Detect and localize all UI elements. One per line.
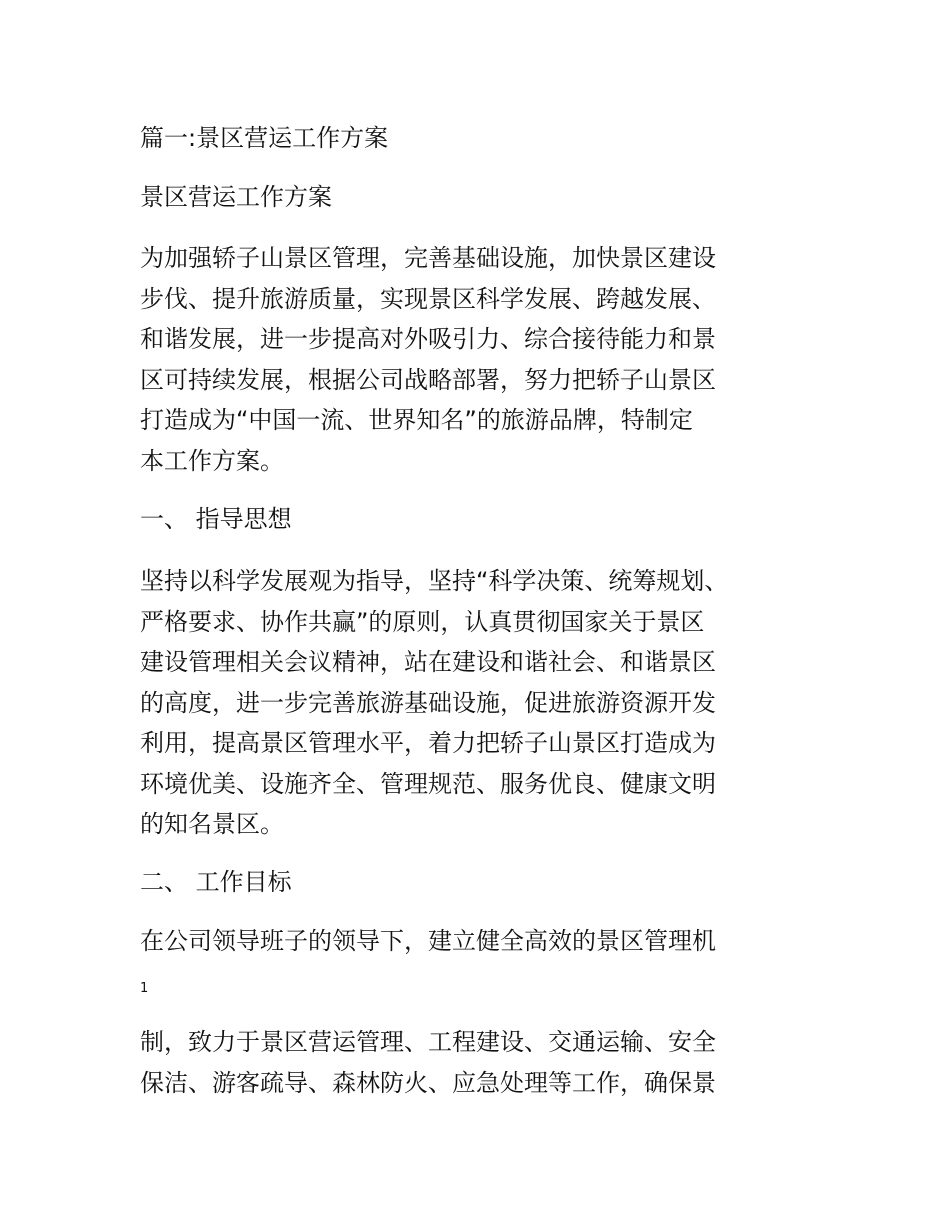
page-number: 1 — [140, 981, 149, 996]
paragraph-line: 步伐、提升旅游质量，实现景区科学发展、跨越发展、 — [140, 284, 716, 313]
document-subtitle: 景区营运工作方案 — [140, 183, 332, 211]
paragraph-line: 严格要求、协作共赢”的原则，认真贯彻国家关于景区 — [140, 607, 705, 636]
paragraph-line: 的高度，进一步完善旅游基础设施，促进旅游资源开发 — [140, 688, 716, 717]
paragraph-line: 在公司领导班子的领导下，建立健全高效的景区管理机 — [140, 927, 716, 955]
guiding-ideology-paragraph — [140, 561, 820, 845]
paragraph-line: 利用，提高景区管理水平，着力把轿子山景区打造成为 — [140, 729, 716, 757]
paragraph-line: 打造成为“中国一流、世界知名”的旅游品牌，特制定 — [140, 406, 693, 434]
paragraph-line: 为加强轿子山景区管理，完善基础设施，加快景区建设 — [140, 244, 716, 272]
paragraph-line: 区可持续发展，根据公司战略部署，努力把轿子山景区 — [140, 365, 716, 394]
paragraph-line: 环境优美、设施齐全、管理规范、服务优良、健康文明 — [140, 769, 716, 798]
paragraph-line: 和谐发展，进一步提高对外吸引力、综合接待能力和景 — [140, 325, 716, 353]
paragraph-line: 坚持以科学发展观为指导，坚持“科学决策、统筹规划、 — [140, 567, 729, 595]
work-goals-paragraph-continued — [140, 1022, 820, 1103]
section-heading-guiding-ideology: 一、 指导思想 — [140, 505, 292, 533]
document-title: 篇一:景区营运工作方案 — [140, 124, 389, 152]
section-heading-work-goals: 二、 工作目标 — [140, 868, 292, 896]
paragraph-line: 本工作方案。 — [140, 446, 284, 475]
paragraph-line: 的知名景区。 — [140, 810, 284, 838]
paragraph-line: 保洁、游客疏导、森林防火、应急处理等工作，确保景 — [140, 1068, 716, 1097]
work-goals-paragraph-start — [140, 921, 820, 962]
intro-paragraph — [140, 238, 820, 481]
paragraph-line: 制，致力于景区营运管理、工程建设、交通运输、安全 — [140, 1028, 716, 1056]
paragraph-line: 建设管理相关会议精神，站在建设和谐社会、和谐景区 — [140, 648, 716, 676]
